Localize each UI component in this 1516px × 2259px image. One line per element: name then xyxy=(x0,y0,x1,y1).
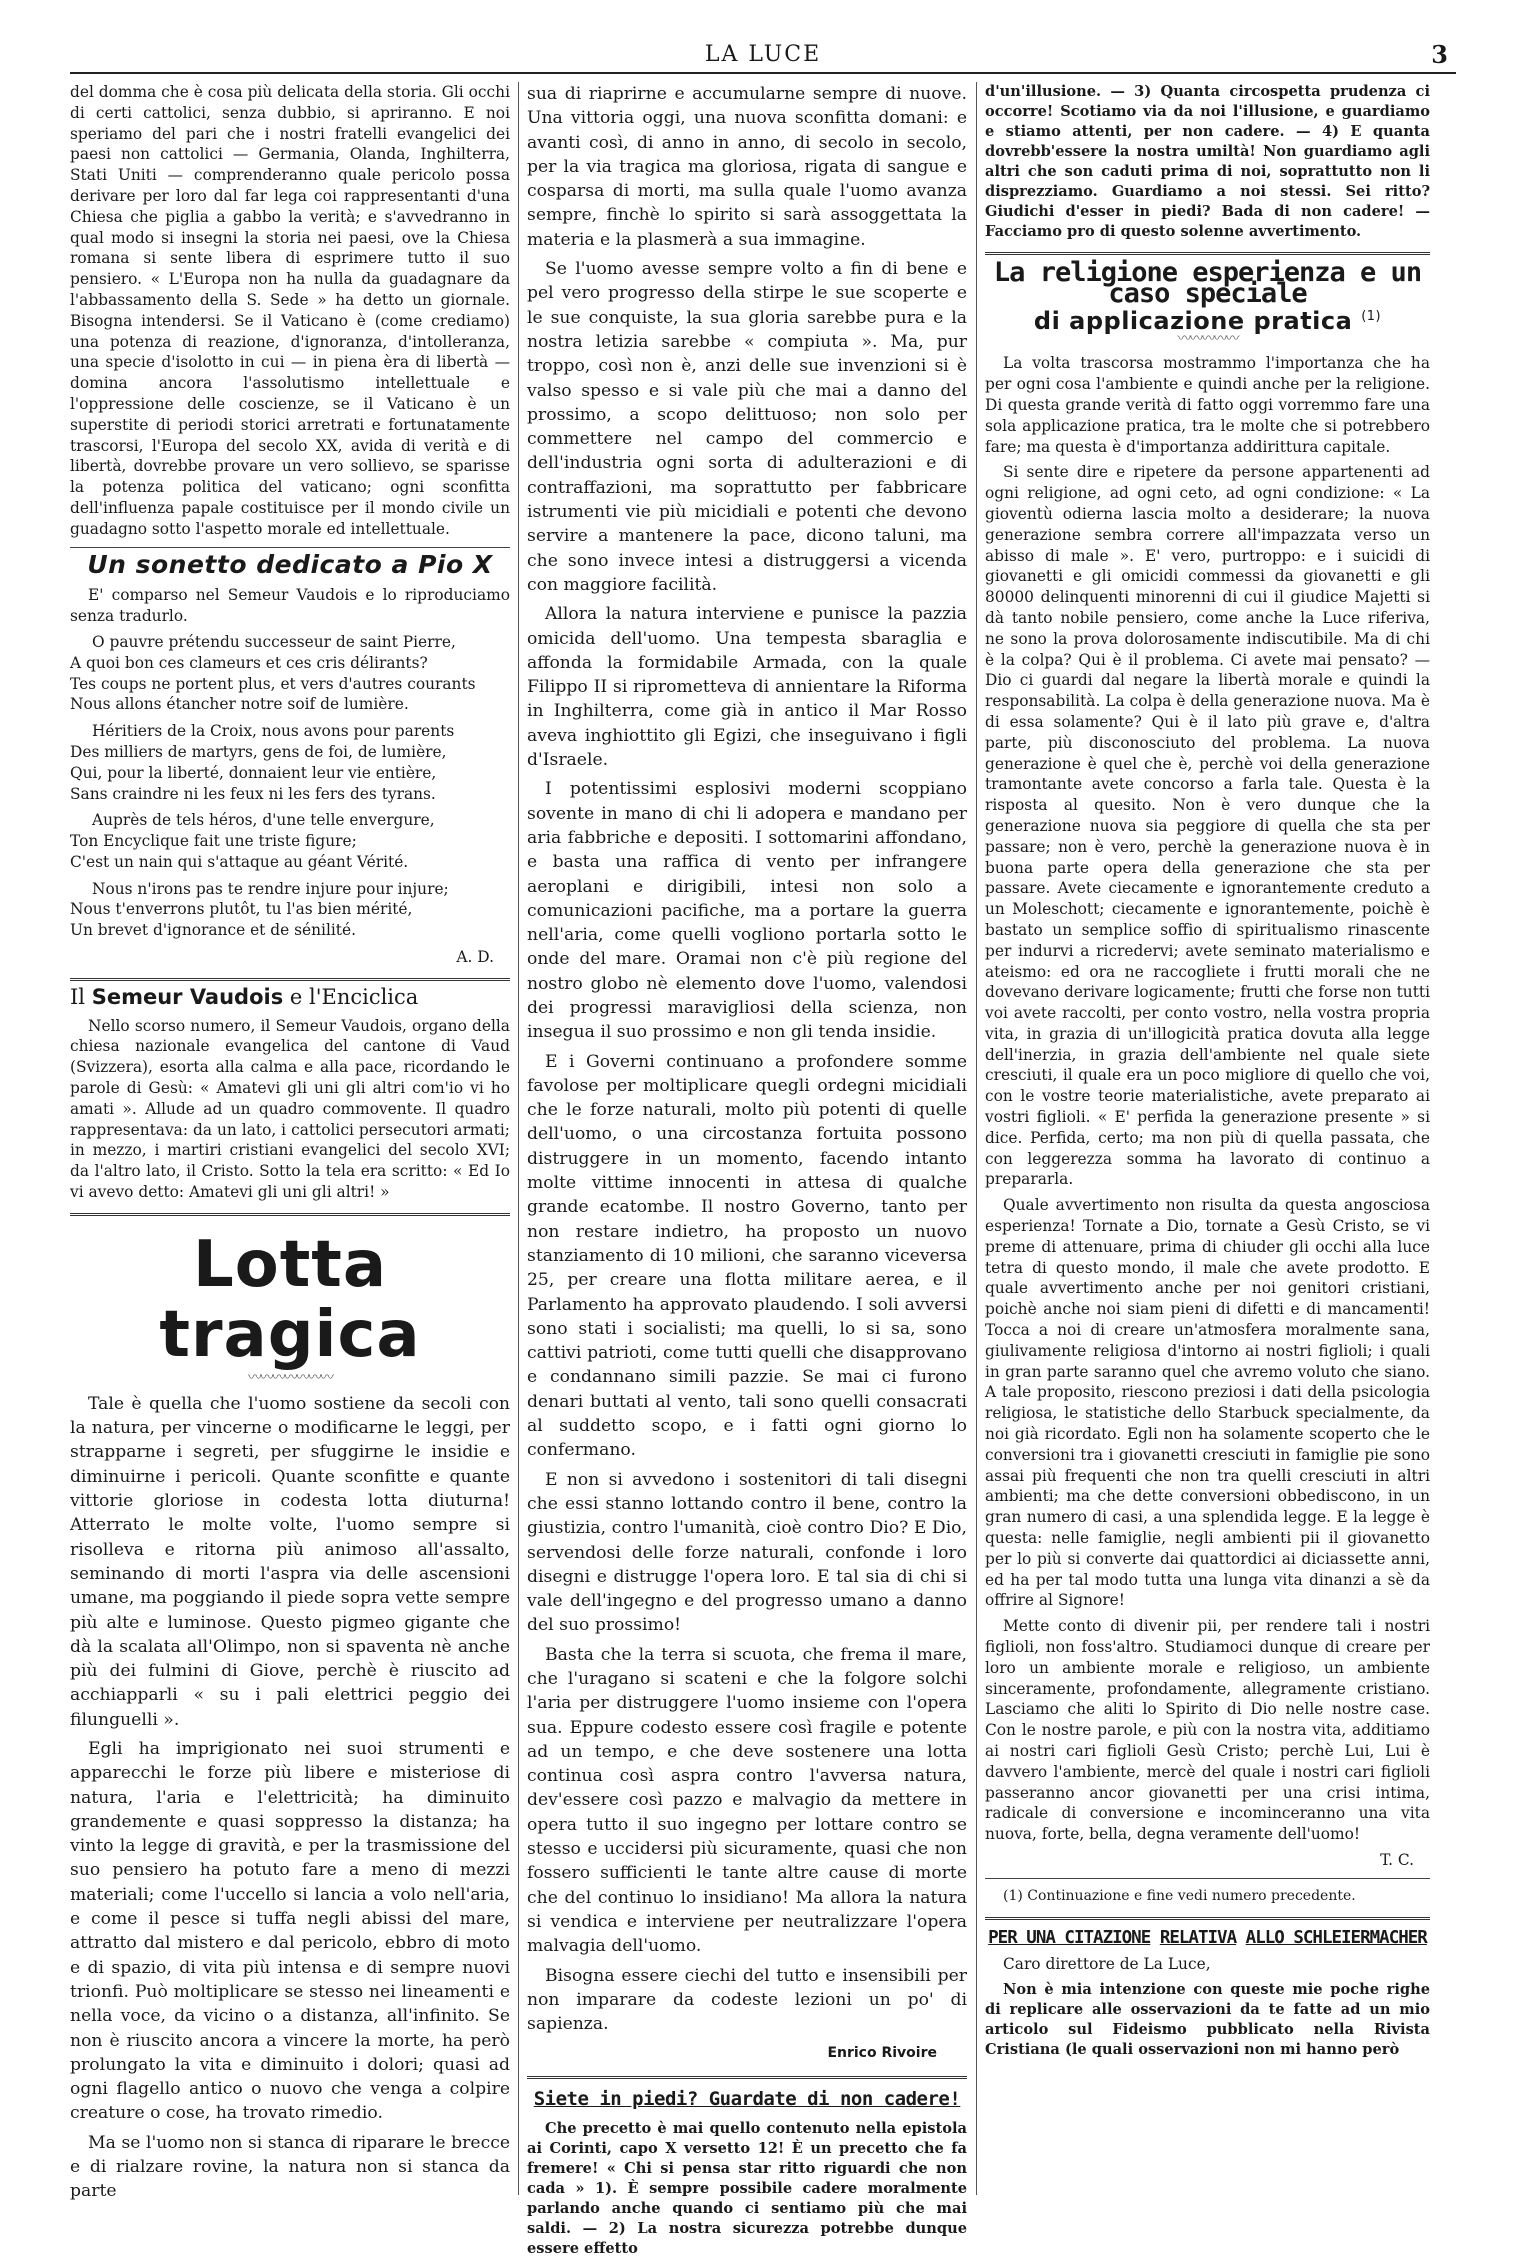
lotta-body xyxy=(70,1392,510,2204)
religione-paragraph: La volta trascorsa mostrammo l'importanza che ha per ogni cosa l'ambiente e quindi anche per la religione. Di questa grande verità di fatto oggi vorremmo fare una sola applicazione pratica, tra le molte che si potrebbero fare; ma questa è d'importanza addirittura capitale. xyxy=(985,354,1430,456)
divider xyxy=(70,547,510,548)
article-continuation: del domma che è cosa più delicata della storia. Gli occhi di certi cattolici, senza dubbio, si apriranno. E noi speriamo del pari che i nostri fratelli evangelici dei paesi non cattolici — Germania, Olanda, Inghilterra, Stati Uniti — comprenderanno quale pericolo possa derivare per loro dal far lega coi rappresentanti d'una Chiesa che piglia a gabbo la verità; e s'avvedranno in qual modo si insegni la storia nei paesi, ove la Chiesa romana si sente libera di esprimere tutto il suo pensiero. « L'Europa non ha nulla da guadagnare da l'abbassamento della S. Sede » ha detto un giornale. Bisogna intendersi. Se il Vaticano è (come crediamo) una potenza di reazione, d'ignoranza, d'intolleranza, una specie d'isolotto in cui — in piena èra di libertà — domina ancora l'assolutismo intellettuale e l'oppressione delle coscienze, se il Vaticano è un superstite di periodi storici arretrati e fortunatamente trascorsi, l'Europa del secolo XX, avida di verità e di libertà, dovrebbe provare un vero sollievo, se sparisse la potenza politica del vaticano; ogni sconfitta dell'influenza papale costituisce per il mondo civile un guadagno sotto l'aspetto morale ed intellettuale. xyxy=(70,83,510,538)
citazione-headline-part: ALLO SCHLEIERMACHER xyxy=(1245,1927,1427,1948)
divider xyxy=(527,2076,967,2079)
lotta-paragraph: Se l'uomo avesse sempre volto a fin di bene e pel vero progresso della stirpe le sue scoperte e le sue conquiste, la sua gloria sarebbe pura e la nostra letizia sarebbe « compiuta ». Ma, pur troppo, così non è, anzi delle sue invenzioni si è valso spesso e si vale più che mai a danno del prossimo, a scopo delittuoso; non solo per commettere nel campo del commercio e dell'industria ogni sorta di adulterazioni e di contraffazioni, ma soprattutto per fabbricare istrumenti vie più micidiali e potenti che devono servire a mantenere la pace, dicono taluni, ma che sono invece intesi a distruggersi a vicenda con maggiore facilità. xyxy=(527,259,967,595)
semeur-headline xyxy=(70,984,510,1009)
lotta-paragraph: Bisogna essere ciechi del tutto e insensibili per non imparare da codeste lezioni un po' di sapienza. xyxy=(527,1965,967,2035)
poem-line: Nous allons étancher notre soif de lumière. xyxy=(70,695,409,714)
column-1 xyxy=(70,82,510,2202)
poem-line: Qui, pour la liberté, donnaient leur vie entière, xyxy=(70,763,437,782)
religione-signature: T. C. xyxy=(1380,1850,1414,1869)
divider xyxy=(70,978,510,981)
poem-stanza xyxy=(70,632,510,715)
poem-line: Un brevet d'ignorance et de sénilité. xyxy=(70,921,356,940)
poem-stanza xyxy=(70,810,510,872)
lotta-paragraph: I potentissimi esplosivi moderni scoppiano sovente in mano di chi li adopera e mandano per aria fabbriche e depositi. I sottomarini affondano, e basta una raffica di vento per infrangere aeroplani e dirigibili, intesi non solo a comunicazioni pacifiche, ma a portare la guerra nell'aria, come quelli vogliono portarla sotto le onde del mare. Oramai non c'è più regione del nostro globo nè elemento dove l'uomo, valendosi dei progressi maravigliosi della scienza, non insegua il suo prossimo e non gli tenda insidie. xyxy=(527,779,967,1043)
divider xyxy=(985,1878,1430,1879)
running-head xyxy=(70,38,1456,74)
semeur-text: Nello scorso numero, il Semeur Vaudois, organo della chiesa nazionale evangelica del cantone di Vaud (Svizzera), esorta alla calma e alla pace, ricordando le parole di Gesù: « Amatevi gli uni gli altri com'io vi ho amati ». Allude ad un quadro commovente. Il quadro rappresentava: da un lato, i cattolici persecutori armati; in mezzo, i martiri cristiani evangelici del secolo XVI; da l'altro lato, il Cristo. Sotto la tela era scritto: « Ed Io vi avevo detto: Amatevi gli uni gli altri! » xyxy=(70,1016,510,1202)
column-2 xyxy=(527,82,967,2258)
divider xyxy=(985,1917,1430,1920)
religione-paragraph: Mette conto di divenir pii, per rendere tali i nostri figlioli, non foss'altro. Studiamoci dunque di creare per loro un ambiente morale e religioso, un ambiente sinceramente, profondamente, allegramente cristiano. Lasciamo che aliti lo Spirito di Dio nelle nostre case. Con le nostre parole, e più con la nostra vita, additiamo ai nostri cari figlioli Gesù Cristo; perchè Lui, Lui è davvero l'ambiente, mercè del quale i nostri cari figlioli passeranno ancor giovanetti per una crisi intima, radicale di conversione e incominceranno una vita nuova, forte, bella, degna veramente dell'uomo! xyxy=(985,1617,1430,1844)
poem-stanza xyxy=(70,879,510,941)
citazione-headline-part: PER UNA CITAZIONE xyxy=(988,1927,1151,1948)
newspaper-title: LA LUCE xyxy=(704,42,822,67)
lotta-paragraph: sua di riaprirne e accumularne sempre di nuove. Una vittoria oggi, una nuova sconfitta domani: e avanti così, di anno in anno, di secolo in secolo, per la via tragica ma gloriosa, rigata di sangue e cosparsa di morti, ma sulla quale l'uomo avanza sempre, finchè lo spirito si sarà assoggettata la materia e la plasmerà a sua immagine. xyxy=(527,84,967,250)
lotta-paragraph: E non si avvedono i sostenitori di tali disegni che essi stanno lottando contro il bene, contro la giustizia, contro l'umanità, cioè contro Dio? E Dio, servendosi delle forze naturali, confonde i loro disegni e distrugge l'opera loro. E tal sia di chi si vale dell'ingegno e del progresso umano a danno del suo prossimo! xyxy=(527,1469,967,1636)
poem-line: Tes coups ne portent plus, et vers d'autres courants xyxy=(70,674,476,693)
poem-line: A quoi bon ces clameurs et ces cris délirants? xyxy=(70,653,428,672)
poem-line: C'est un nain qui s'attaque au géant Vérité. xyxy=(70,852,409,871)
lotta-paragraph: E i Governi continuano a profondere somme favolose per moltiplicare quegli ordegni micidiali che le forze naturali, molto più potenti di quelle dell'uomo, o una circostanza fortuita possono distruggere in un momento, facendo intanto molte vittime innocenti in attesa di qualche grande ecatombe. Il nostro Governo, tanto per non restare indietro, ha proposto un nuovo stanziamento di 10 milioni, che saranno viceversa 25, per creare una flotta militare aerea, e il Parlamento ha approvato plaudendo. I soli avversi sono stati i socialisti; ma quelli, lo si sa, sono cattivi patrioti, come tutti quelli che disapprovano e condannano simili pazzie. Se mai ci furono denari buttati al vento, tali sono quelli consacrati al suddetto scopo, e i fatti ogni giorno lo confermano. xyxy=(527,1051,967,1461)
poem-line: O pauvre prétendu successeur de saint Pierre, xyxy=(92,632,456,651)
lotta-paragraph: Egli ha imprigionato nei suoi strumenti e apparecchi le forze più libere e misteriose di natura, l'aria e l'elettricità; ha diminuito grandemente e quasi soppresso la distanza; ha vinto la legge di gravità, e per la trasmissione del suo pensiero ha potuto fare a meno di mezzi materiali; come l'uccello si lancia a volo nell'aria, e come il pesce si tuffa negli abissi del mare, attratto dal mistero e dal pericolo, ebbro di moto e di spazio, di vita più intensa e di sempre nuovi trionfi. Può moltiplicare se stesso nei lineamenti e nella voce, da vicino o a distanza, all'infinito. Se non è riuscito ancora a vincere la morte, ha però prolungato la vita e diminuito i dolori; quasi ad ogni flagello antico o nuovo che venga a colpire creature o cose, ha trovato rimedio. xyxy=(70,1739,510,2124)
poem-line: Nous t'enverrons plutôt, tu l'as bien mérité, xyxy=(70,900,413,919)
lotta-headline: Lotta tragica xyxy=(159,1227,421,1372)
siete-text: Che precetto è mai quello contenuto nella epistola ai Corinti, capo X versetto 12! È un precetto che fa fremere! « Chi si pensa star ritto riguardi che non cada » 1). È sempre possibile cadere moralmente parlando anche quando ci sentiamo più che mai saldi. — 2) La nostra sicurezza potrebbe dunque essere effetto xyxy=(527,2120,967,2258)
sonetto-headline: Un sonetto dedicato a Pio X xyxy=(87,549,493,579)
religione-subheadline xyxy=(985,306,1430,335)
lotta-paragraph: Tale è quella che l'uomo sostiene da secoli con la natura, per vincerne o modificarne le leggi, per strapparne i segreti, per sfuggirne le insidie e diminuirne i pericoli. Quante sconfitte e quante vittorie gloriose in codesta lotta diuturna! Atterrato le molte volte, l'uomo sempre si risolleva e ritorna più animoso all'assalto, seminando di morti l'aspra via delle ascensioni umane, ma poggiando il piede sopra vette sempre più alte e luminose. Questo pigmeo gigante che dà la scalata all'Olimpo, non si spaventa nè anche più dei fulmini di Giove, perchè è riuscito ad acchiapparli « su i pali elettrici peggio dei filunguelli ». xyxy=(70,1393,510,1730)
poem xyxy=(70,632,510,941)
citazione-headline xyxy=(985,1928,1430,1949)
lotta-paragraph: Ma se l'uomo non si stanca di riparare le brecce e di rialzare rovine, la natura non si stanca da parte xyxy=(70,2132,510,2202)
divider xyxy=(70,1213,510,1216)
siete-headline: Siete in piedi? Guardate di non cadere! xyxy=(533,2087,961,2110)
column-3 xyxy=(985,82,1430,2195)
footnote: (1) Continuazione e fine vedi numero precedente. xyxy=(1003,1887,1356,1904)
poem-line: Héritiers de la Croix, nous avons pour parents xyxy=(92,722,455,741)
lotta-paragraph: Basta che la terra si scuota, che frema il mare, che l'uragano si scateni e che la folgore solchi l'aria per distruggere l'uomo insieme con l'opera sua. Eppure codesto essere così fragile e potente ad un tempo, e che deve sostenere una lotta continua così aspra contro l'avversa natura, dev'essere così pazzo e malvagio da mettere in opera tutto il suo ingegno per lottare contro se stesso e uccidersi più sicuramente, quasi che non fossero sufficienti le tante altre cause di morte che del continuo lo insidiano! Ma allora la natura si vendica e interviene per neutralizzare l'opera malvagia dell'uomo. xyxy=(527,1644,967,1957)
divider xyxy=(985,252,1430,255)
sonetto-intro: E' comparso nel Semeur Vaudois e lo riproduciamo senza tradurlo. xyxy=(70,586,510,626)
citazione-headline-part: RELATIVA xyxy=(1159,1927,1237,1948)
page-number: 3 xyxy=(1431,40,1448,69)
lotta-signature: Enrico Rivoire xyxy=(827,2045,937,2062)
ornament-wavy-rule: 〰〰〰〰〰 xyxy=(1177,331,1238,348)
religione-subheadline-text: di applicazione pratica xyxy=(1033,306,1353,335)
semeur-headline-pre: Il xyxy=(70,984,86,1009)
semeur-headline-name: Semeur Vaudois xyxy=(91,984,284,1009)
religione-paragraph: Quale avvertimento non risulta da questa angosciosa esperienza! Tornate a Dio, tornate a Gesù Cristo, se vi preme di attenuare, prima di chiuder gli occhi alla luce tetra di questo mondo, il male che avete prodotto. E quale avvertimento anche per noi genitori cristiani, poichè anche noi siam pieni di difetti e di mancamenti! Tocca a noi di creare un'atmosfera moralmente sana, giulivamente religiosa d'intorno ai nostri figlioli; i quali in gran parte saranno quel che avremo voluto che siano. A tale proposito, riescono preziosi i dati della psicologia religiosa, le statistiche dello Starbuck specialmente, da noi già ricordato. Egli non ha solamente scoperto che le conversioni tra i giovanetti cresciuti in famiglie pie sono assai più frequenti che non tra quelli cresciuti in altri ambienti; ma che dette conversioni obbediscono, in un gran numero di casi, a una splendida legge. E la legge è questa: nelle famiglie, negli ambienti pii il giovanetto per lo più si converte dai quattordici ai diciassette anni, ed ha per tal modo tutta una lunga vita dinanzi a sè da offrire al Signore! xyxy=(985,1196,1430,1610)
religione-paragraph: Si sente dire e ripetere da persone appartenenti ad ogni religione, ad ogni ceto, ad ogni condizione: « La gioventù odierna lascia molto a desiderare; la nuova generazione sembra correre all'impazzata verso un abisso di male ». E' vero, purtroppo: e i suicidi di giovanetti e gli omicidi commessi da giovanetti e gli 80000 delinquenti minorenni di cui il giudice Majetti si dà tanto nobile pensiero, come anche la Luce riferiva, ne sono la prova dolorosamente indiscutibile. Ma di chi è la colpa? Qui è il problema. Ci avete mai pensato? — Dio ci guardi dal negare la libertà morale e quindi la responsabilità. La colpa è della generazione nuova. Ma è di essa solamente? Qui è il lato più grave e, d'altra parte, più disconosciuto del problema. La nuova generazione è quel che è, perchè voi della generazione tramontante avete concorso a farla tale. Questa è la risposta al quesito. Non è vero dunque che la generazione nuova sia peggiore di quella che sta per passare; non è vero, perchè la generazione nuova è in buona parte opera della generazione che sta per passare. Avete ciecamente e ignorantemente creduto a un Moleschott; ciecamente e ignorantemente, poichè è bastato un semplice soffio di spiritualismo rinascente per indurvi a ricredervi; avete seminato materialismo e ateismo: ed ora ne raccogliete i frutti morali che ne dovevano derivare logicamente; frutti che forse non tutti voi avete raccolti, per conto vostro, nella vostra propria vita, in grazia di un'illogicità pratica dovuta alla legge dell'inerzia, in grazia dell'ambiente nel quale siete cresciuti, il quale era un poco migliore di quello che voi, con le vostre teorie materialistiche, avete preparato ai vostri figlioli. « E' perfida la generazione presente » si dice. Perfida, certo; ma non più di quella passata, che con leggerezza somma ha lavorato di continuo a prepararla. xyxy=(985,463,1430,1189)
semeur-headline-post: e l'Enciclica xyxy=(289,984,419,1009)
poem-line: Ton Encyclique fait une triste figure; xyxy=(70,832,357,851)
religione-headline: La religione esperienza e un caso speciale xyxy=(993,257,1422,309)
poem-line: Sans craindre ni les feux ni les fers des tyrans. xyxy=(70,784,436,803)
poem-stanza xyxy=(70,721,510,804)
poem-line: Nous n'irons pas te rendre injure pour injure; xyxy=(92,879,449,898)
column-rule xyxy=(518,82,519,2195)
ornament-wavy-rule: 〰〰〰〰〰〰〰 xyxy=(248,1369,332,1386)
poem-signature: A. D. xyxy=(456,948,494,967)
column-rule xyxy=(976,82,977,2195)
citazione-salutation: Caro direttore de La Luce, xyxy=(1003,1955,1211,1974)
lotta-paragraph: Allora la natura interviene e punisce la pazzia omicida dell'uomo. Una tempesta sbaraglia e affonda la formidabile Armada, con la quale Filippo II si riprometteva di annientare la Riforma in Inghilterra, come già in antico il Mar Rosso aveva inghiottito gli Egizi, che inseguivano i figli d'Israele. xyxy=(527,604,967,771)
poem-line: Des milliers de martyrs, gens de foi, de lumière, xyxy=(70,742,447,761)
siete-continuation: d'un'illusione. — 3) Quanta circospetta prudenza ci occorre! Scotiamo via da noi l'illusione, e guardiamo e stiamo attenti, per non cadere. — 4) E quanta dovrebb'essere la nostra umiltà! Non guardiamo agli altri che son caduti prima di noi, soprattutto non li disprezziamo. Guardiamo a noi stessi. Sei ritto? Giudichi d'esser in piedi? Bada di non cadere! — Facciamo pro di questo solenne avvertimento. xyxy=(985,83,1430,240)
poem-line: Auprès de tels héros, d'une telle envergure, xyxy=(92,811,435,830)
citazione-text: Non è mia intenzione con queste mie poche righe di replicare alle osservazioni da te fatte ad un mio articolo sul Fideismo pubblicato nella Rivista Cristiana (le quali osservazioni non mi hanno però xyxy=(985,1981,1430,2059)
footnote-mark: (1) xyxy=(1361,308,1382,324)
